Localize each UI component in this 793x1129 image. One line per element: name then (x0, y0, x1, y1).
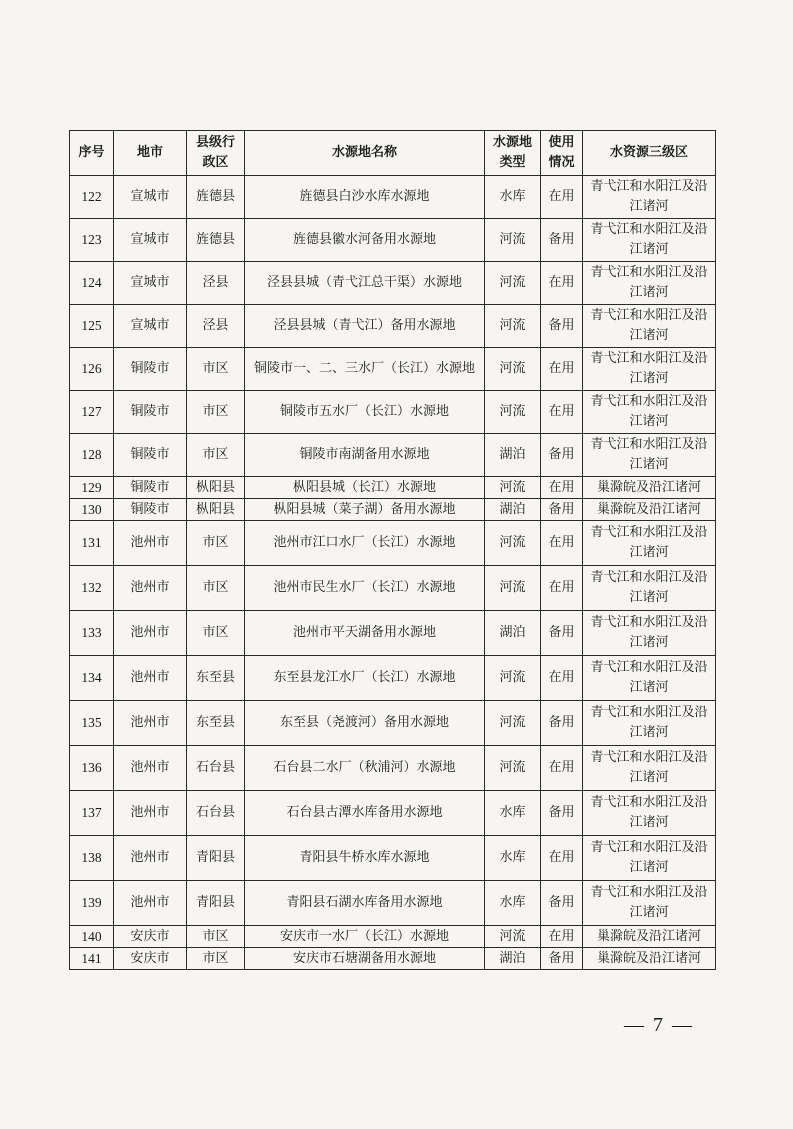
table-row (70, 611, 716, 656)
header-source-type: 水源地类型 (485, 131, 541, 176)
cell-water-zone: 巢滁皖及沿江诸河 (583, 926, 716, 948)
cell-usage: 备用 (541, 948, 583, 970)
cell-city: 铜陵市 (114, 477, 187, 499)
cell-index: 128 (70, 434, 114, 477)
cell-source-name: 青阳县牛桥水库水源地 (245, 836, 485, 881)
cell-source-type: 河流 (485, 746, 541, 791)
cell-city: 安庆市 (114, 948, 187, 970)
header-water-zone: 水资源三级区 (583, 131, 716, 176)
table-row (70, 926, 716, 948)
cell-source-name: 旌德县徽水河备用水源地 (245, 219, 485, 262)
table-row (70, 219, 716, 262)
cell-city: 铜陵市 (114, 434, 187, 477)
cell-county: 市区 (187, 611, 245, 656)
cell-source-type: 河流 (485, 348, 541, 391)
cell-water-zone: 青弋江和水阳江及沿江诸河 (583, 611, 716, 656)
cell-county: 市区 (187, 521, 245, 566)
cell-source-type: 河流 (485, 926, 541, 948)
table-row (70, 521, 716, 566)
cell-usage: 备用 (541, 791, 583, 836)
table-body (70, 176, 716, 970)
cell-source-name: 铜陵市一、二、三水厂（长江）水源地 (245, 348, 485, 391)
cell-city: 铜陵市 (114, 499, 187, 521)
cell-source-name: 枞阳县城（菜子湖）备用水源地 (245, 499, 485, 521)
cell-water-zone: 青弋江和水阳江及沿江诸河 (583, 521, 716, 566)
cell-source-type: 河流 (485, 701, 541, 746)
cell-index: 130 (70, 499, 114, 521)
header-usage: 使用情况 (541, 131, 583, 176)
cell-usage: 备用 (541, 305, 583, 348)
cell-usage: 在用 (541, 836, 583, 881)
cell-usage: 备用 (541, 499, 583, 521)
table-row (70, 499, 716, 521)
cell-usage: 在用 (541, 477, 583, 499)
cell-source-type: 河流 (485, 656, 541, 701)
cell-city: 池州市 (114, 656, 187, 701)
cell-water-zone: 青弋江和水阳江及沿江诸河 (583, 434, 716, 477)
table-row (70, 305, 716, 348)
cell-county: 旌德县 (187, 219, 245, 262)
cell-source-name: 东至县龙江水厂（长江）水源地 (245, 656, 485, 701)
cell-index: 126 (70, 348, 114, 391)
cell-usage: 备用 (541, 701, 583, 746)
cell-source-type: 湖泊 (485, 611, 541, 656)
cell-index: 137 (70, 791, 114, 836)
cell-city: 池州市 (114, 566, 187, 611)
cell-city: 池州市 (114, 746, 187, 791)
cell-index: 127 (70, 391, 114, 434)
cell-index: 141 (70, 948, 114, 970)
cell-county: 泾县 (187, 262, 245, 305)
cell-city: 池州市 (114, 611, 187, 656)
cell-source-type: 湖泊 (485, 948, 541, 970)
cell-water-zone: 青弋江和水阳江及沿江诸河 (583, 176, 716, 219)
cell-county: 市区 (187, 434, 245, 477)
cell-usage: 备用 (541, 611, 583, 656)
cell-county: 枞阳县 (187, 477, 245, 499)
cell-source-name: 东至县（尧渡河）备用水源地 (245, 701, 485, 746)
cell-source-type: 河流 (485, 521, 541, 566)
cell-county: 石台县 (187, 746, 245, 791)
cell-usage: 备用 (541, 881, 583, 926)
table-row (70, 262, 716, 305)
table-row (70, 566, 716, 611)
cell-usage: 在用 (541, 746, 583, 791)
cell-index: 135 (70, 701, 114, 746)
cell-source-type: 河流 (485, 305, 541, 348)
cell-county: 青阳县 (187, 836, 245, 881)
cell-water-zone: 青弋江和水阳江及沿江诸河 (583, 701, 716, 746)
cell-index: 122 (70, 176, 114, 219)
cell-county: 枞阳县 (187, 499, 245, 521)
cell-county: 市区 (187, 948, 245, 970)
cell-city: 铜陵市 (114, 391, 187, 434)
cell-index: 139 (70, 881, 114, 926)
cell-city: 宣城市 (114, 305, 187, 348)
cell-county: 市区 (187, 348, 245, 391)
cell-county: 青阳县 (187, 881, 245, 926)
cell-usage: 在用 (541, 391, 583, 434)
cell-index: 134 (70, 656, 114, 701)
header-source-name: 水源地名称 (245, 131, 485, 176)
cell-water-zone: 青弋江和水阳江及沿江诸河 (583, 746, 716, 791)
cell-index: 136 (70, 746, 114, 791)
cell-city: 池州市 (114, 881, 187, 926)
cell-water-zone: 巢滁皖及沿江诸河 (583, 477, 716, 499)
cell-city: 宣城市 (114, 219, 187, 262)
cell-usage: 备用 (541, 219, 583, 262)
cell-source-type: 湖泊 (485, 499, 541, 521)
cell-source-type: 水库 (485, 881, 541, 926)
cell-county: 石台县 (187, 791, 245, 836)
cell-index: 123 (70, 219, 114, 262)
cell-water-zone: 青弋江和水阳江及沿江诸河 (583, 881, 716, 926)
cell-source-type: 河流 (485, 391, 541, 434)
header-city: 地市 (114, 131, 187, 176)
cell-water-zone: 青弋江和水阳江及沿江诸河 (583, 391, 716, 434)
cell-source-name: 铜陵市五水厂（长江）水源地 (245, 391, 485, 434)
cell-index: 131 (70, 521, 114, 566)
cell-usage: 在用 (541, 656, 583, 701)
cell-source-type: 河流 (485, 262, 541, 305)
cell-index: 124 (70, 262, 114, 305)
table-row (70, 836, 716, 881)
cell-source-name: 安庆市石塘湖备用水源地 (245, 948, 485, 970)
cell-county: 市区 (187, 926, 245, 948)
cell-water-zone: 青弋江和水阳江及沿江诸河 (583, 262, 716, 305)
cell-usage: 在用 (541, 176, 583, 219)
water-source-table (69, 130, 716, 970)
cell-water-zone: 青弋江和水阳江及沿江诸河 (583, 656, 716, 701)
table-row (70, 656, 716, 701)
cell-source-name: 泾县县城（青弋江总干渠）水源地 (245, 262, 485, 305)
cell-index: 129 (70, 477, 114, 499)
table-row (70, 348, 716, 391)
header-county: 县级行政区 (187, 131, 245, 176)
cell-usage: 在用 (541, 521, 583, 566)
cell-source-name: 铜陵市南湖备用水源地 (245, 434, 485, 477)
table-row (70, 434, 716, 477)
cell-county: 东至县 (187, 701, 245, 746)
cell-source-name: 池州市江口水厂（长江）水源地 (245, 521, 485, 566)
cell-source-name: 枞阳县城（长江）水源地 (245, 477, 485, 499)
cell-usage: 在用 (541, 926, 583, 948)
cell-usage: 在用 (541, 566, 583, 611)
cell-source-name: 旌德县白沙水库水源地 (245, 176, 485, 219)
cell-water-zone: 青弋江和水阳江及沿江诸河 (583, 348, 716, 391)
cell-source-type: 水库 (485, 836, 541, 881)
cell-city: 池州市 (114, 521, 187, 566)
cell-usage: 在用 (541, 262, 583, 305)
cell-source-name: 池州市平天湖备用水源地 (245, 611, 485, 656)
cell-water-zone: 青弋江和水阳江及沿江诸河 (583, 305, 716, 348)
cell-index: 133 (70, 611, 114, 656)
header-index: 序号 (70, 131, 114, 176)
cell-water-zone: 巢滁皖及沿江诸河 (583, 499, 716, 521)
cell-usage: 在用 (541, 348, 583, 391)
cell-city: 池州市 (114, 836, 187, 881)
cell-index: 138 (70, 836, 114, 881)
cell-county: 旌德县 (187, 176, 245, 219)
cell-source-name: 泾县县城（青弋江）备用水源地 (245, 305, 485, 348)
table-row (70, 477, 716, 499)
table-header-row (70, 131, 716, 176)
cell-water-zone: 青弋江和水阳江及沿江诸河 (583, 791, 716, 836)
cell-usage: 备用 (541, 434, 583, 477)
cell-source-name: 石台县古潭水库备用水源地 (245, 791, 485, 836)
cell-city: 池州市 (114, 701, 187, 746)
page-number: — 7 — (624, 1014, 694, 1036)
cell-city: 宣城市 (114, 262, 187, 305)
cell-water-zone: 青弋江和水阳江及沿江诸河 (583, 566, 716, 611)
cell-city: 池州市 (114, 791, 187, 836)
table-row (70, 391, 716, 434)
cell-source-type: 湖泊 (485, 434, 541, 477)
cell-county: 东至县 (187, 656, 245, 701)
table-row (70, 948, 716, 970)
table-row (70, 176, 716, 219)
table-row (70, 746, 716, 791)
cell-source-type: 水库 (485, 176, 541, 219)
cell-index: 132 (70, 566, 114, 611)
cell-water-zone: 青弋江和水阳江及沿江诸河 (583, 836, 716, 881)
cell-city: 宣城市 (114, 176, 187, 219)
cell-source-name: 池州市民生水厂（长江）水源地 (245, 566, 485, 611)
cell-source-name: 石台县二水厂（秋浦河）水源地 (245, 746, 485, 791)
cell-county: 泾县 (187, 305, 245, 348)
cell-index: 140 (70, 926, 114, 948)
cell-city: 安庆市 (114, 926, 187, 948)
cell-source-type: 河流 (485, 219, 541, 262)
table-row (70, 791, 716, 836)
cell-index: 125 (70, 305, 114, 348)
cell-source-type: 水库 (485, 791, 541, 836)
cell-county: 市区 (187, 566, 245, 611)
cell-source-type: 河流 (485, 477, 541, 499)
table-row (70, 701, 716, 746)
cell-source-name: 青阳县石湖水库备用水源地 (245, 881, 485, 926)
cell-source-type: 河流 (485, 566, 541, 611)
table-row (70, 881, 716, 926)
cell-water-zone: 巢滁皖及沿江诸河 (583, 948, 716, 970)
cell-source-name: 安庆市一水厂（长江）水源地 (245, 926, 485, 948)
cell-water-zone: 青弋江和水阳江及沿江诸河 (583, 219, 716, 262)
cell-city: 铜陵市 (114, 348, 187, 391)
cell-county: 市区 (187, 391, 245, 434)
